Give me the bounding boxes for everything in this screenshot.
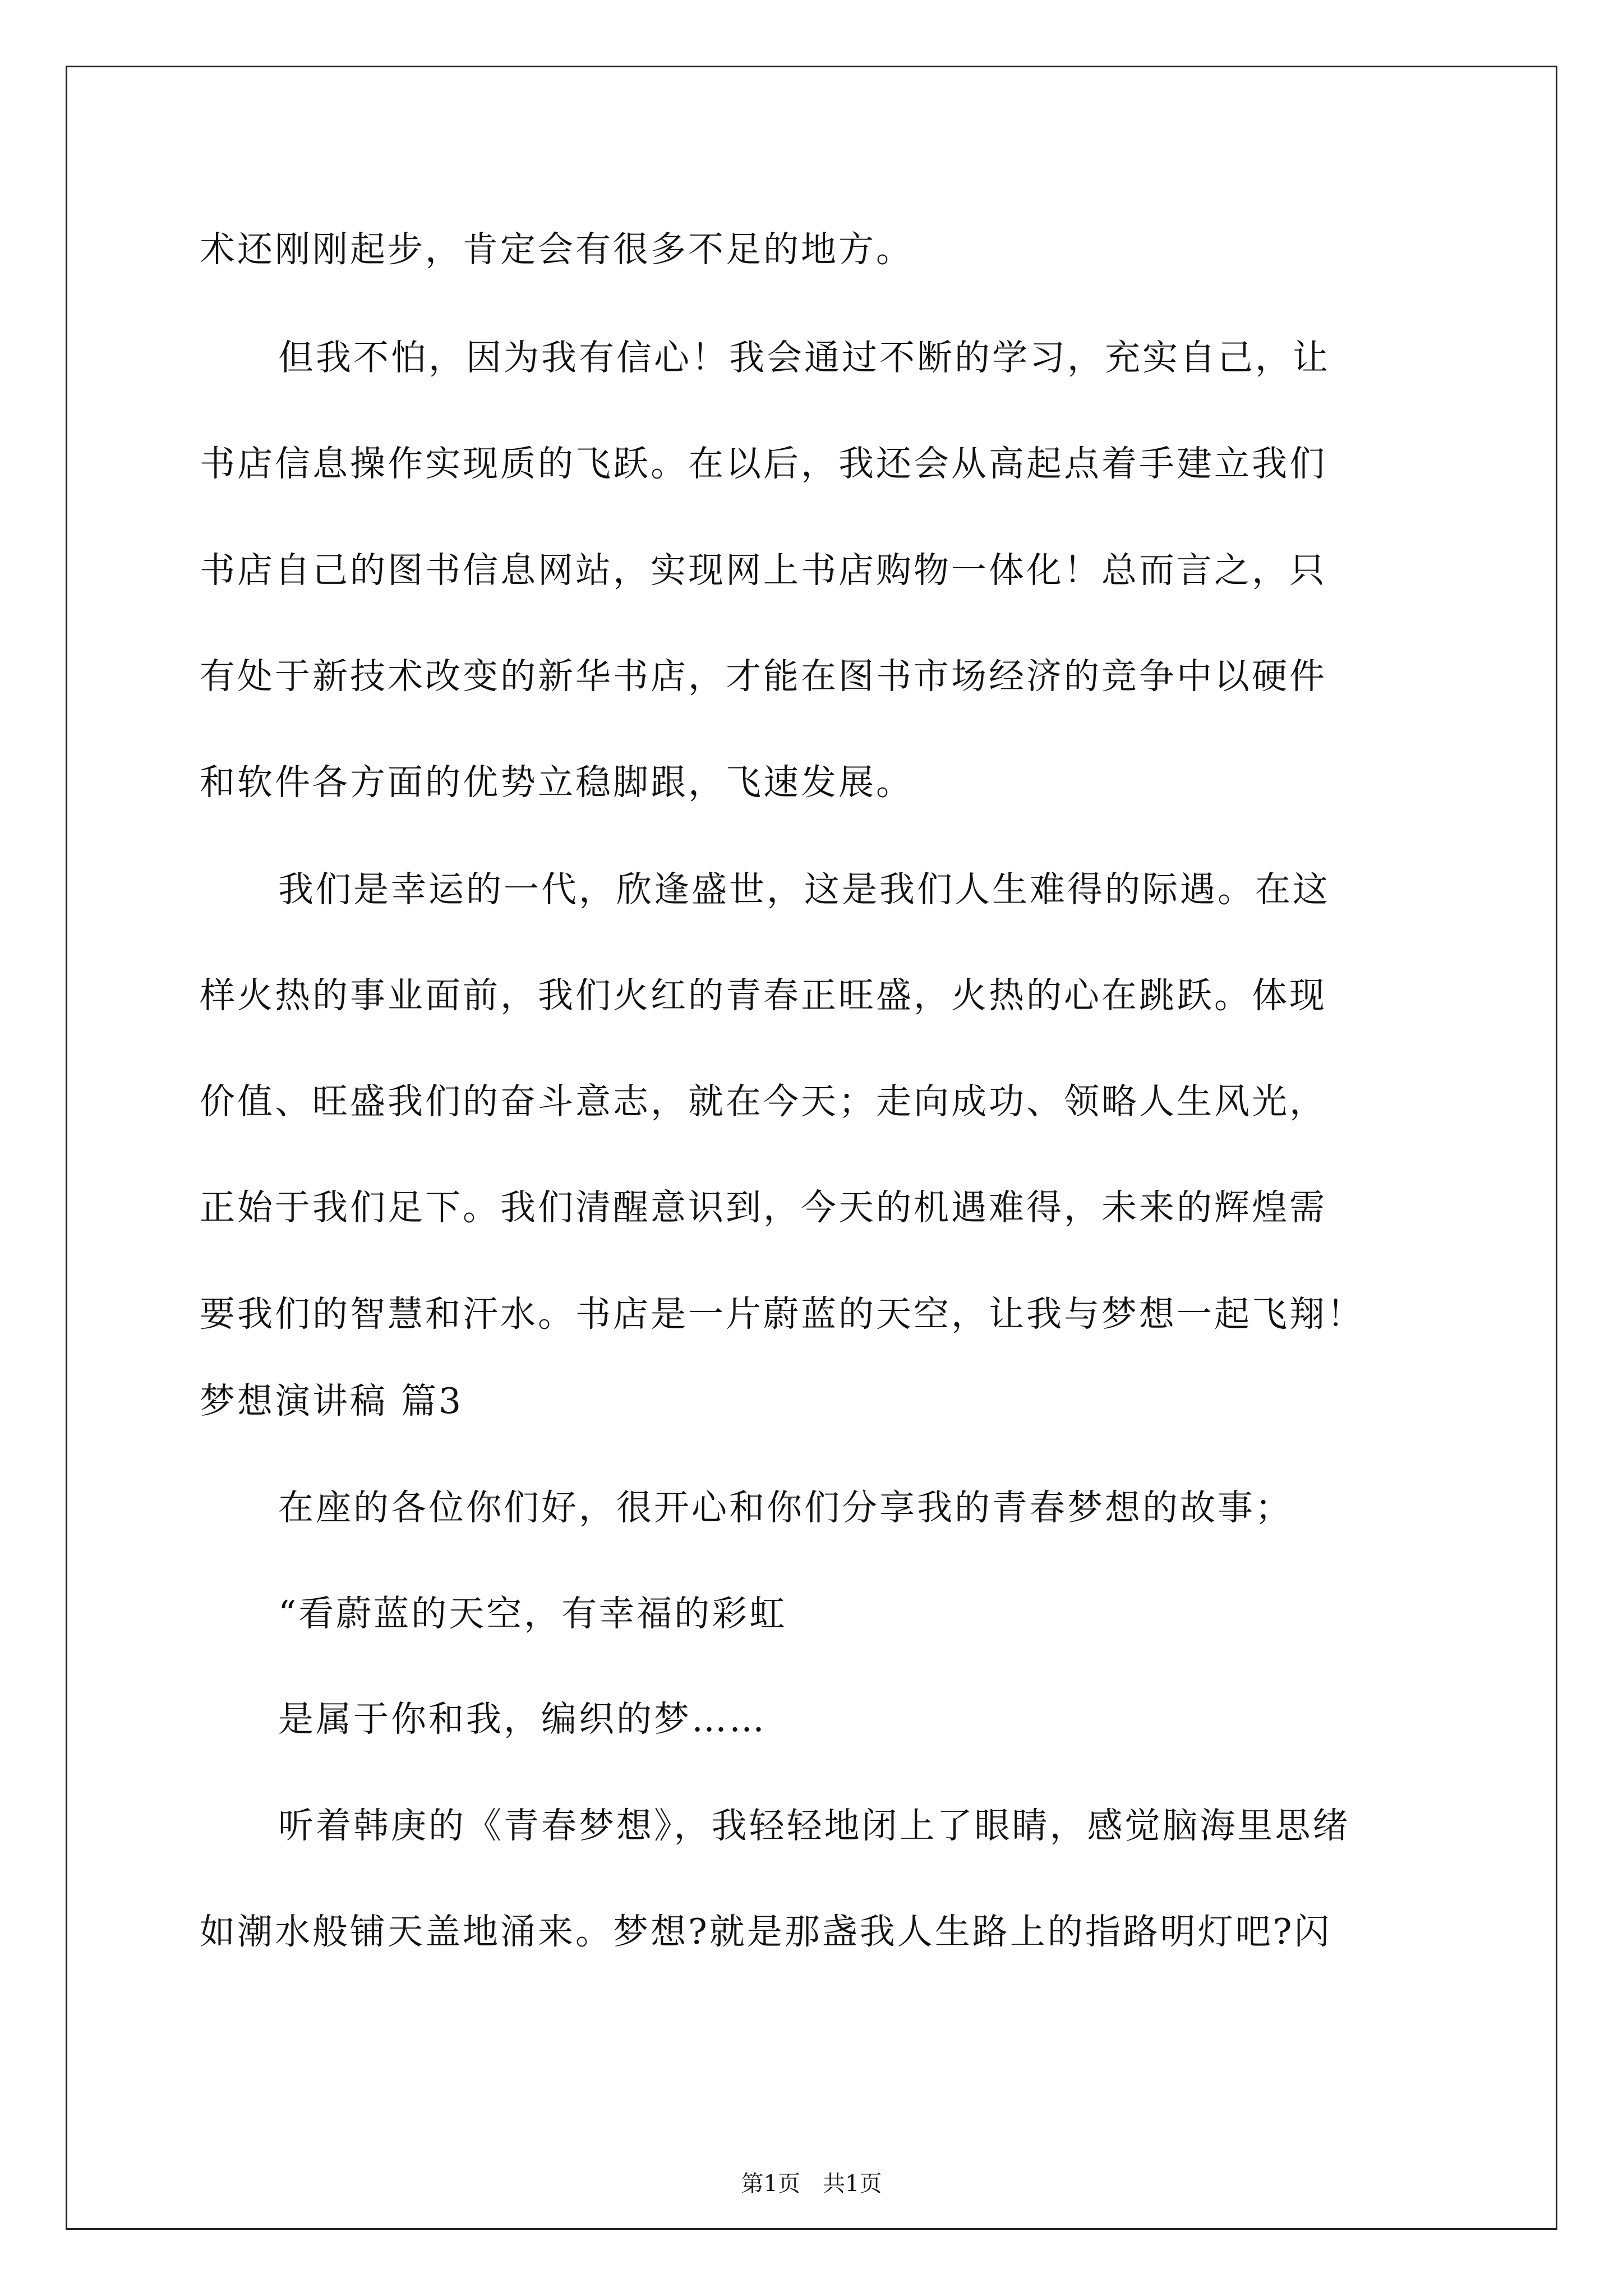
text-line: 书店信息操作实现质的飞跃。在以后，我还会从高起点着手建立我们 xyxy=(200,443,1327,484)
text-line: 听着韩庚的《青春梦想》，我轻轻地闭上了眼睛，感觉脑海里思绪 xyxy=(278,1805,1350,1846)
text-line: 在座的各位你们好，很开心和你们分享我的青春梦想的故事； xyxy=(278,1487,1293,1528)
text-line: 要我们的智慧和汗水。书店是一片蔚蓝的天空，让我与梦想一起飞翔！ xyxy=(200,1294,1364,1335)
section-heading: 梦想演讲稿 篇3 xyxy=(200,1381,464,1421)
text-line: 和软件各方面的优势立稳脚跟，飞速发展。 xyxy=(200,762,914,803)
text-line: 但我不怕，因为我有信心！我会通过不断的学习，充实自己，让 xyxy=(278,337,1330,378)
text-line: 正始于我们足下。我们清醒意识到，今天的机遇难得，未来的辉煌需 xyxy=(200,1187,1327,1228)
text-line: 如潮水般铺天盖地涌来。梦想?就是那盏我人生路上的指路明灯吧?闪 xyxy=(200,1911,1332,1952)
text-line: 术还刚刚起步，肯定会有很多不足的地方。 xyxy=(200,229,914,270)
text-line: 我们是幸运的一代，欣逢盛世，这是我们人生难得的际遇。在这 xyxy=(278,869,1330,910)
text-line: 样火热的事业面前，我们火红的青春正旺盛，火热的心在跳跃。体现 xyxy=(200,975,1327,1016)
text-line: “看蔚蓝的天空，有幸福的彩虹 xyxy=(278,1593,787,1634)
text-line: 是属于你和我，编织的梦…… xyxy=(278,1699,767,1740)
page-border xyxy=(66,66,1557,2230)
page-footer: 第1页 共1页 xyxy=(741,2171,882,2197)
text-line: 价值、旺盛我们的奋斗意志，就在今天；走向成功、领略人生风光， xyxy=(200,1081,1327,1122)
text-line: 书店自己的图书信息网站，实现网上书店购物一体化！总而言之，只 xyxy=(200,550,1327,591)
text-line: 有处于新技术改变的新华书店，才能在图书市场经济的竞争中以硬件 xyxy=(200,656,1327,697)
